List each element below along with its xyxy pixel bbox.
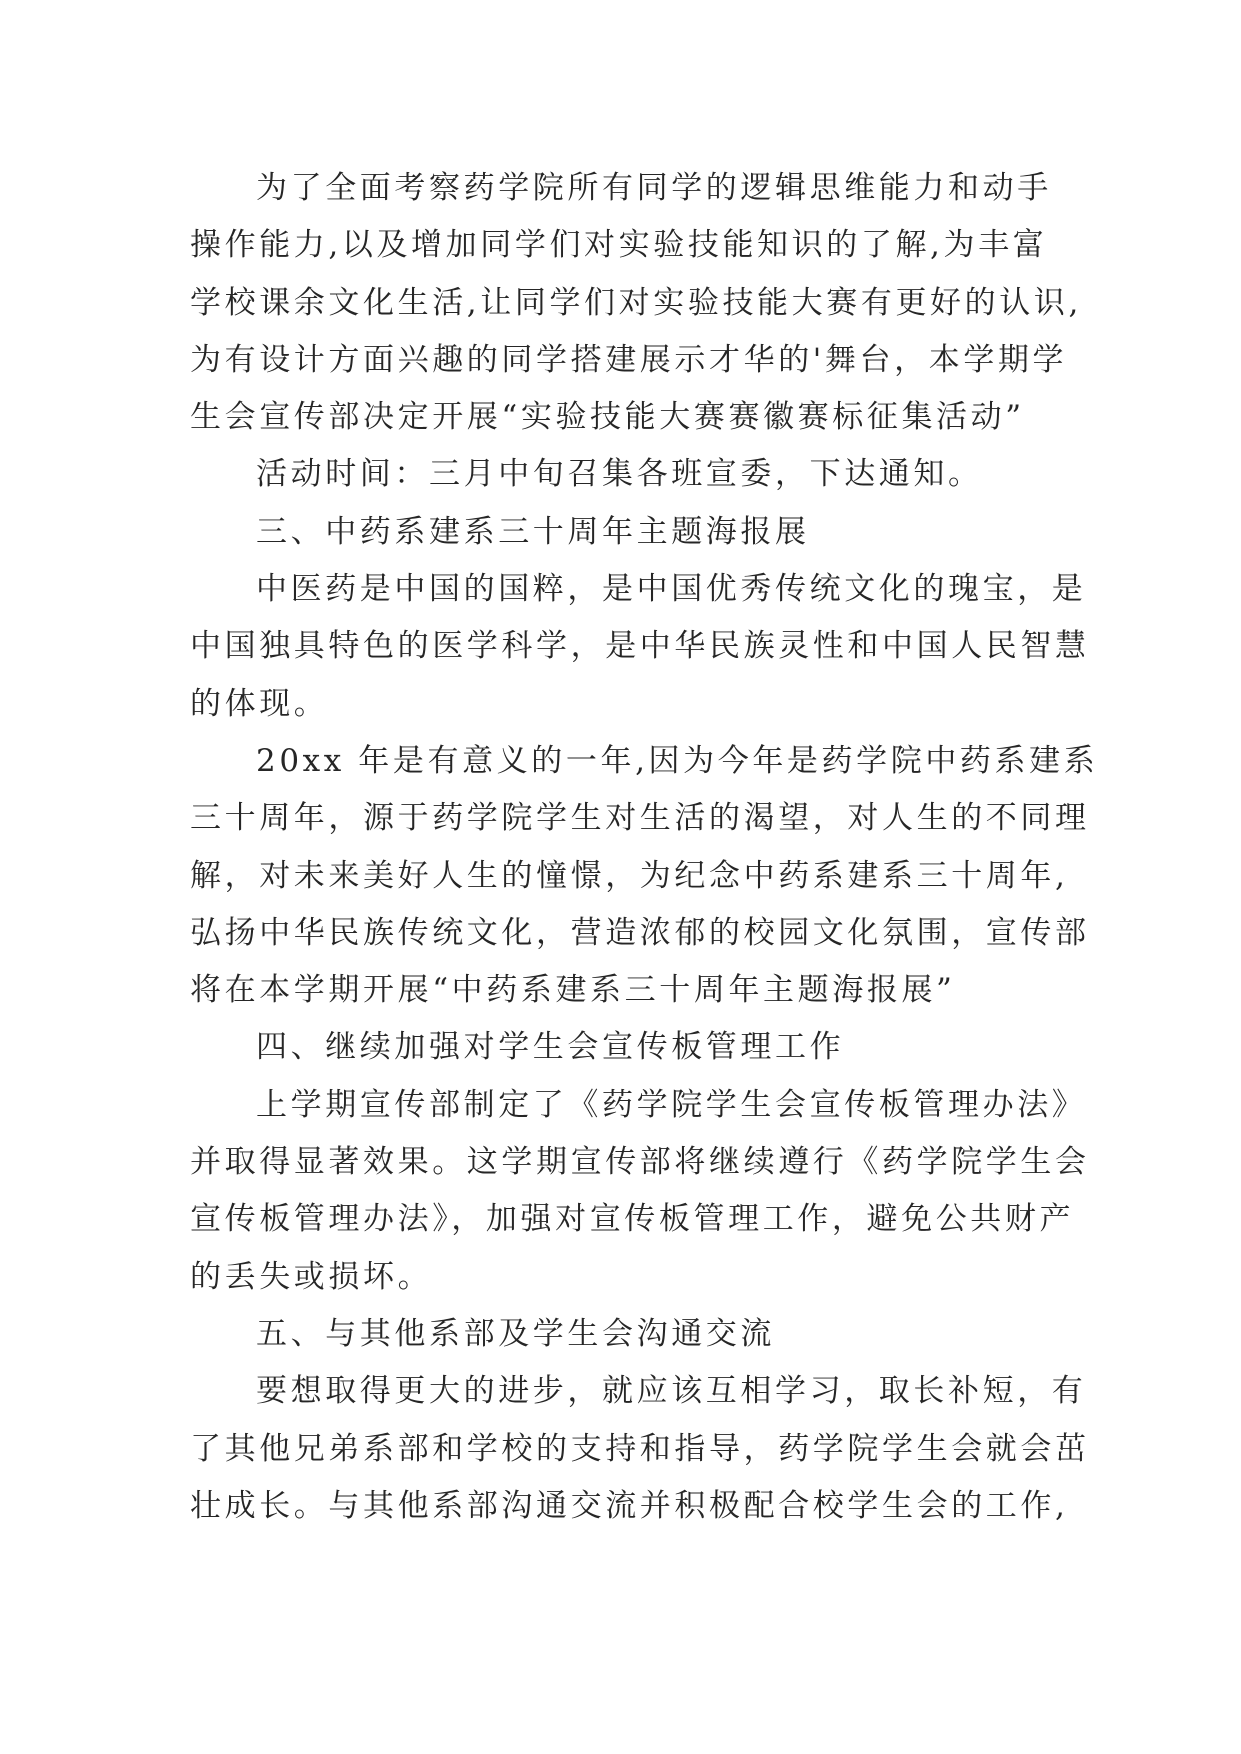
text-line: 中国独具特色的医学科学，是中华民族灵性和中国人民智慧 [190,628,1090,665]
text-line: 学校课余文化生活,让同学们对实验技能大赛有更好的认识, [190,284,1082,321]
text-line: 活动时间：三月中旬召集各班宣委，下达通知。 [256,456,983,493]
text-line: 弘扬中华民族传统文化，营造浓郁的校园文化氛围，宣传部 [190,914,1090,951]
text-line: 要想取得更大的进步，就应该互相学习，取长补短，有 [256,1373,1087,1410]
text-line: 并取得显著效果。这学期宣传部将继续遵行《药学院学生会 [190,1144,1090,1181]
text-line: 为了全面考察药学院所有同学的逻辑思维能力和动手 [256,170,1052,206]
text-line: 三十周年，源于药学院学生对生活的渴望，对人生的不同理 [190,800,1090,837]
text-line: 五、与其他系部及学生会沟通交流 [256,1315,775,1352]
text-line: 将在本学期开展“中药系建系三十周年主题海报展” [190,972,956,1009]
text-line: 中医药是中国的国粹，是中国优秀传统文化的瑰宝，是 [256,571,1087,608]
text-line: 解，对未来美好人生的憧憬，为纪念中药系建系三十周年, [190,857,1069,894]
text-line: 宣传板管理办法》，加强对宣传板管理工作，避免公共财产 [190,1201,1075,1238]
text-line: 生会宣传部决定开展“实验技能大赛赛徽赛标征集活动” [190,399,1025,436]
text-line: 壮成长。与其他系部沟通交流并积极配合校学生会的工作, [190,1487,1069,1524]
text-line: 的丢失或损坏。 [190,1258,433,1295]
text-line: 20xx 年是有意义的一年,因为今年是药学院中药系建系 [256,742,1099,779]
document-body [190,160,1099,1535]
text-line: 的体现。 [190,685,329,722]
text-line: 了其他兄弟系部和学校的支持和指导，药学院学生会就会茁 [190,1430,1090,1467]
text-line: 三、中药系建系三十周年主题海报展 [256,513,810,550]
text-line: 为有设计方面兴趣的同学搭建展示才华的'舞台，本学期学 [190,341,1068,378]
text-line: 四、继续加强对学生会宣传板管理工作 [256,1029,845,1066]
text-line: 操作能力,以及增加同学们对实验技能知识的了解,为丰富 [190,227,1048,264]
text-line: 上学期宣传部制定了《药学院学生会宣传板管理办法》 [256,1086,1087,1123]
